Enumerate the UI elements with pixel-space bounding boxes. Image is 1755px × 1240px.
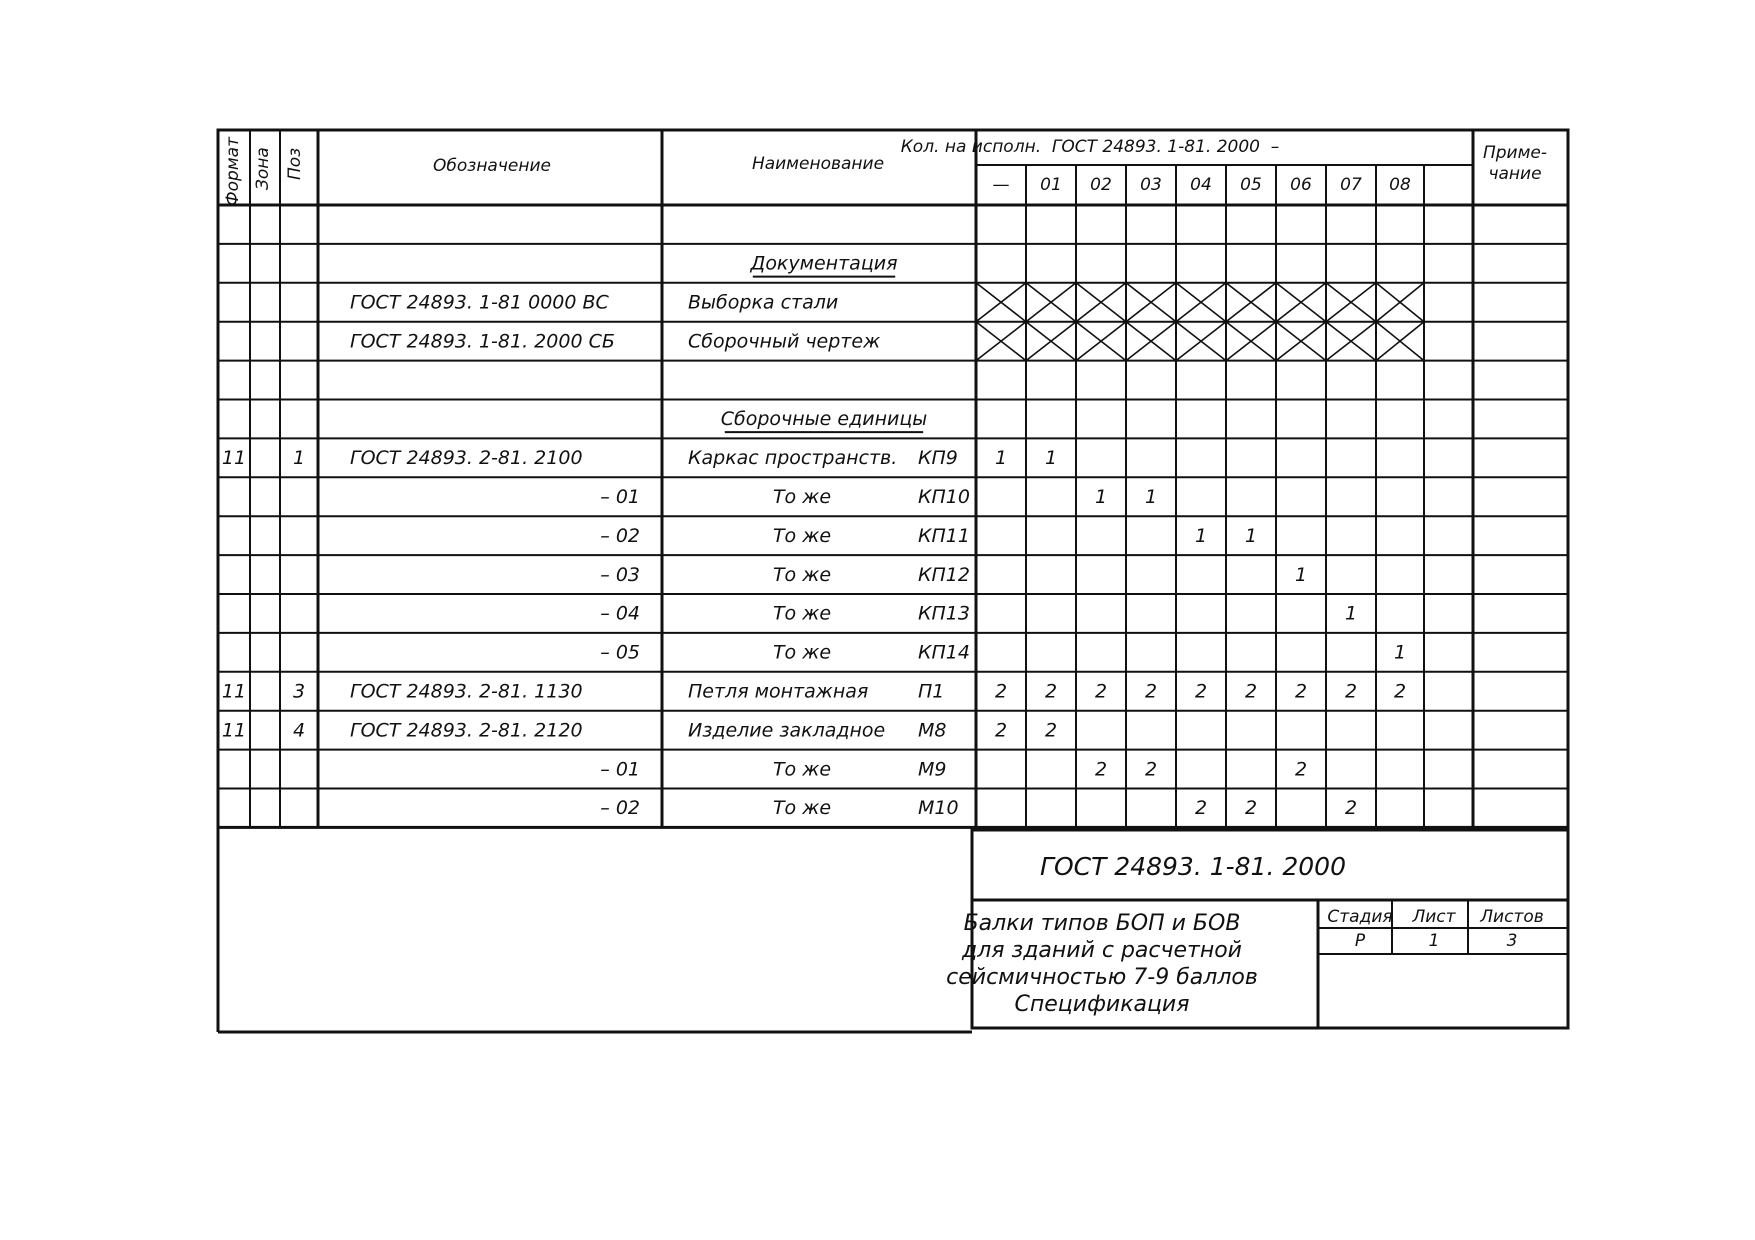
qty-cell: 1: [1393, 641, 1407, 664]
qty-cell: 2: [1144, 680, 1158, 703]
qty-cell: 2: [1244, 797, 1258, 820]
sheets-value: 3: [1506, 931, 1518, 951]
qty-cell: 1: [1244, 524, 1258, 547]
row-position: 3: [292, 680, 306, 703]
qty-cell: 2: [1044, 680, 1058, 703]
row-designation: – 01: [600, 485, 640, 508]
row-code: КП9: [918, 447, 958, 470]
row-name: То же: [772, 797, 832, 820]
sheet-label: Лист: [1412, 907, 1456, 927]
row-code: КП10: [918, 485, 970, 508]
row-format: 11: [221, 447, 247, 470]
title-line-2: для зданий с расчетной: [962, 938, 1242, 963]
row-name: Изделие закладное: [688, 719, 886, 742]
table-row: [600, 603, 1357, 625]
row-position: 1: [292, 447, 306, 470]
row-name: Выборка стали: [688, 291, 839, 314]
variant-header-06: 06: [1290, 175, 1312, 195]
table-row: [600, 642, 1406, 664]
row-name: Каркас пространств.: [688, 447, 898, 470]
variant-headers: [993, 175, 1411, 195]
row-designation: – 02: [600, 797, 640, 820]
row-code: КП14: [918, 641, 970, 664]
table-row: [600, 486, 1157, 508]
row-designation: – 03: [600, 563, 640, 586]
row-designation: – 01: [600, 758, 640, 781]
row-name: То же: [772, 563, 832, 586]
row-code: М9: [918, 758, 947, 781]
variant-header-08: 08: [1389, 175, 1411, 195]
header-designation: Обозначение: [433, 156, 551, 176]
qty-cell: 1: [1044, 447, 1058, 470]
table-row: [350, 283, 1424, 322]
doc-number: ГОСТ 24893. 1-81. 2000: [1040, 852, 1346, 881]
table-row: [600, 525, 1257, 547]
row-designation: ГОСТ 24893. 2-81. 2120: [350, 719, 583, 742]
row-name: То же: [772, 524, 832, 547]
row-name: То же: [772, 602, 832, 625]
qty-cell: 1: [1344, 602, 1358, 625]
row-designation: ГОСТ 24893. 1-81 0000 ВС: [350, 291, 609, 314]
row-position: 4: [292, 719, 306, 742]
variant-header-02: 02: [1090, 175, 1112, 195]
row-designation: ГОСТ 24893. 2-81. 1130: [350, 680, 583, 703]
table-body: [222, 253, 1424, 820]
stage-value: Р: [1354, 931, 1366, 951]
sheets-label: Листов: [1480, 907, 1544, 927]
row-designation: ГОСТ 24893. 2-81. 2100: [350, 447, 583, 470]
table-row: [222, 719, 1057, 741]
table-row: [222, 680, 1406, 702]
table-row: [600, 758, 1307, 780]
title-line-4: Спецификация: [1014, 992, 1190, 1017]
header-pos: Поз: [285, 147, 305, 180]
variant-header-05: 05: [1240, 175, 1262, 195]
row-code: КП13: [918, 602, 970, 625]
row-code: П1: [918, 680, 945, 703]
table-row: [600, 797, 1357, 819]
row-designation: – 02: [600, 524, 640, 547]
qty-cell: 2: [1393, 680, 1407, 703]
qty-cell: 1: [1144, 485, 1158, 508]
qty-cell: 2: [1094, 680, 1108, 703]
row-code: КП12: [918, 563, 970, 586]
row-code: М10: [918, 797, 959, 820]
row-designation: ГОСТ 24893. 1-81. 2000 СБ: [350, 330, 615, 353]
stage-label: Стадия: [1327, 907, 1393, 927]
table-header: [223, 136, 1547, 206]
row-code: КП11: [918, 524, 970, 547]
section-heading: Документация: [750, 252, 898, 275]
row-name: То же: [772, 641, 832, 664]
qty-cell: 1: [1094, 485, 1108, 508]
qty-cell: 2: [1294, 680, 1308, 703]
variant-header-04: 04: [1190, 175, 1212, 195]
table-row: [350, 322, 1424, 361]
qty-cell: 2: [994, 680, 1008, 703]
header-note-line2: чание: [1488, 164, 1542, 184]
row-code: М8: [918, 719, 947, 742]
qty-cell: 2: [1144, 758, 1158, 781]
header-name: Наименование: [751, 154, 885, 174]
row-name: Петля монтажная: [688, 680, 869, 703]
qty-cell: 1: [994, 447, 1008, 470]
section-heading: Сборочные единицы: [720, 408, 928, 431]
title-block: [218, 827, 1568, 1032]
variant-header-base: —: [992, 175, 1010, 195]
row-format: 11: [221, 680, 247, 703]
row-designation: – 05: [600, 641, 640, 664]
header-qty-title: Кол. на исполн. ГОСТ 24893. 1-81. 2000 –: [900, 137, 1280, 157]
qty-cell: 2: [1194, 797, 1208, 820]
qty-cell: 2: [1294, 758, 1308, 781]
table-row: [600, 564, 1307, 586]
table-row: [222, 447, 1057, 469]
header-format: Формат: [223, 137, 243, 206]
header-note-line1: Приме-: [1482, 143, 1548, 163]
variant-header-07: 07: [1340, 175, 1362, 195]
title-line-3: сейсмичностью 7-9 баллов: [946, 965, 1258, 990]
qty-cell: 2: [1194, 680, 1208, 703]
table-row: [721, 408, 928, 432]
row-designation: – 04: [600, 602, 640, 625]
qty-cell: 2: [1094, 758, 1108, 781]
row-name: Сборочный чертеж: [688, 330, 881, 353]
qty-cell: 2: [1344, 680, 1358, 703]
title-line-1: Балки типов БОП и БОВ: [963, 911, 1241, 936]
qty-cell: 1: [1294, 563, 1308, 586]
variant-header-03: 03: [1140, 175, 1162, 195]
row-name: То же: [772, 758, 832, 781]
variant-header-01: 01: [1040, 175, 1062, 195]
qty-cell: 2: [1044, 719, 1058, 742]
row-format: 11: [221, 719, 247, 742]
table-row: [749, 253, 897, 277]
qty-cell: 1: [1194, 524, 1208, 547]
qty-cell: 2: [994, 719, 1008, 742]
sheet-value: 1: [1428, 931, 1440, 951]
qty-cell: 2: [1344, 797, 1358, 820]
row-name: То же: [772, 485, 832, 508]
qty-cell: 2: [1244, 680, 1258, 703]
header-zone: Зона: [253, 147, 273, 190]
